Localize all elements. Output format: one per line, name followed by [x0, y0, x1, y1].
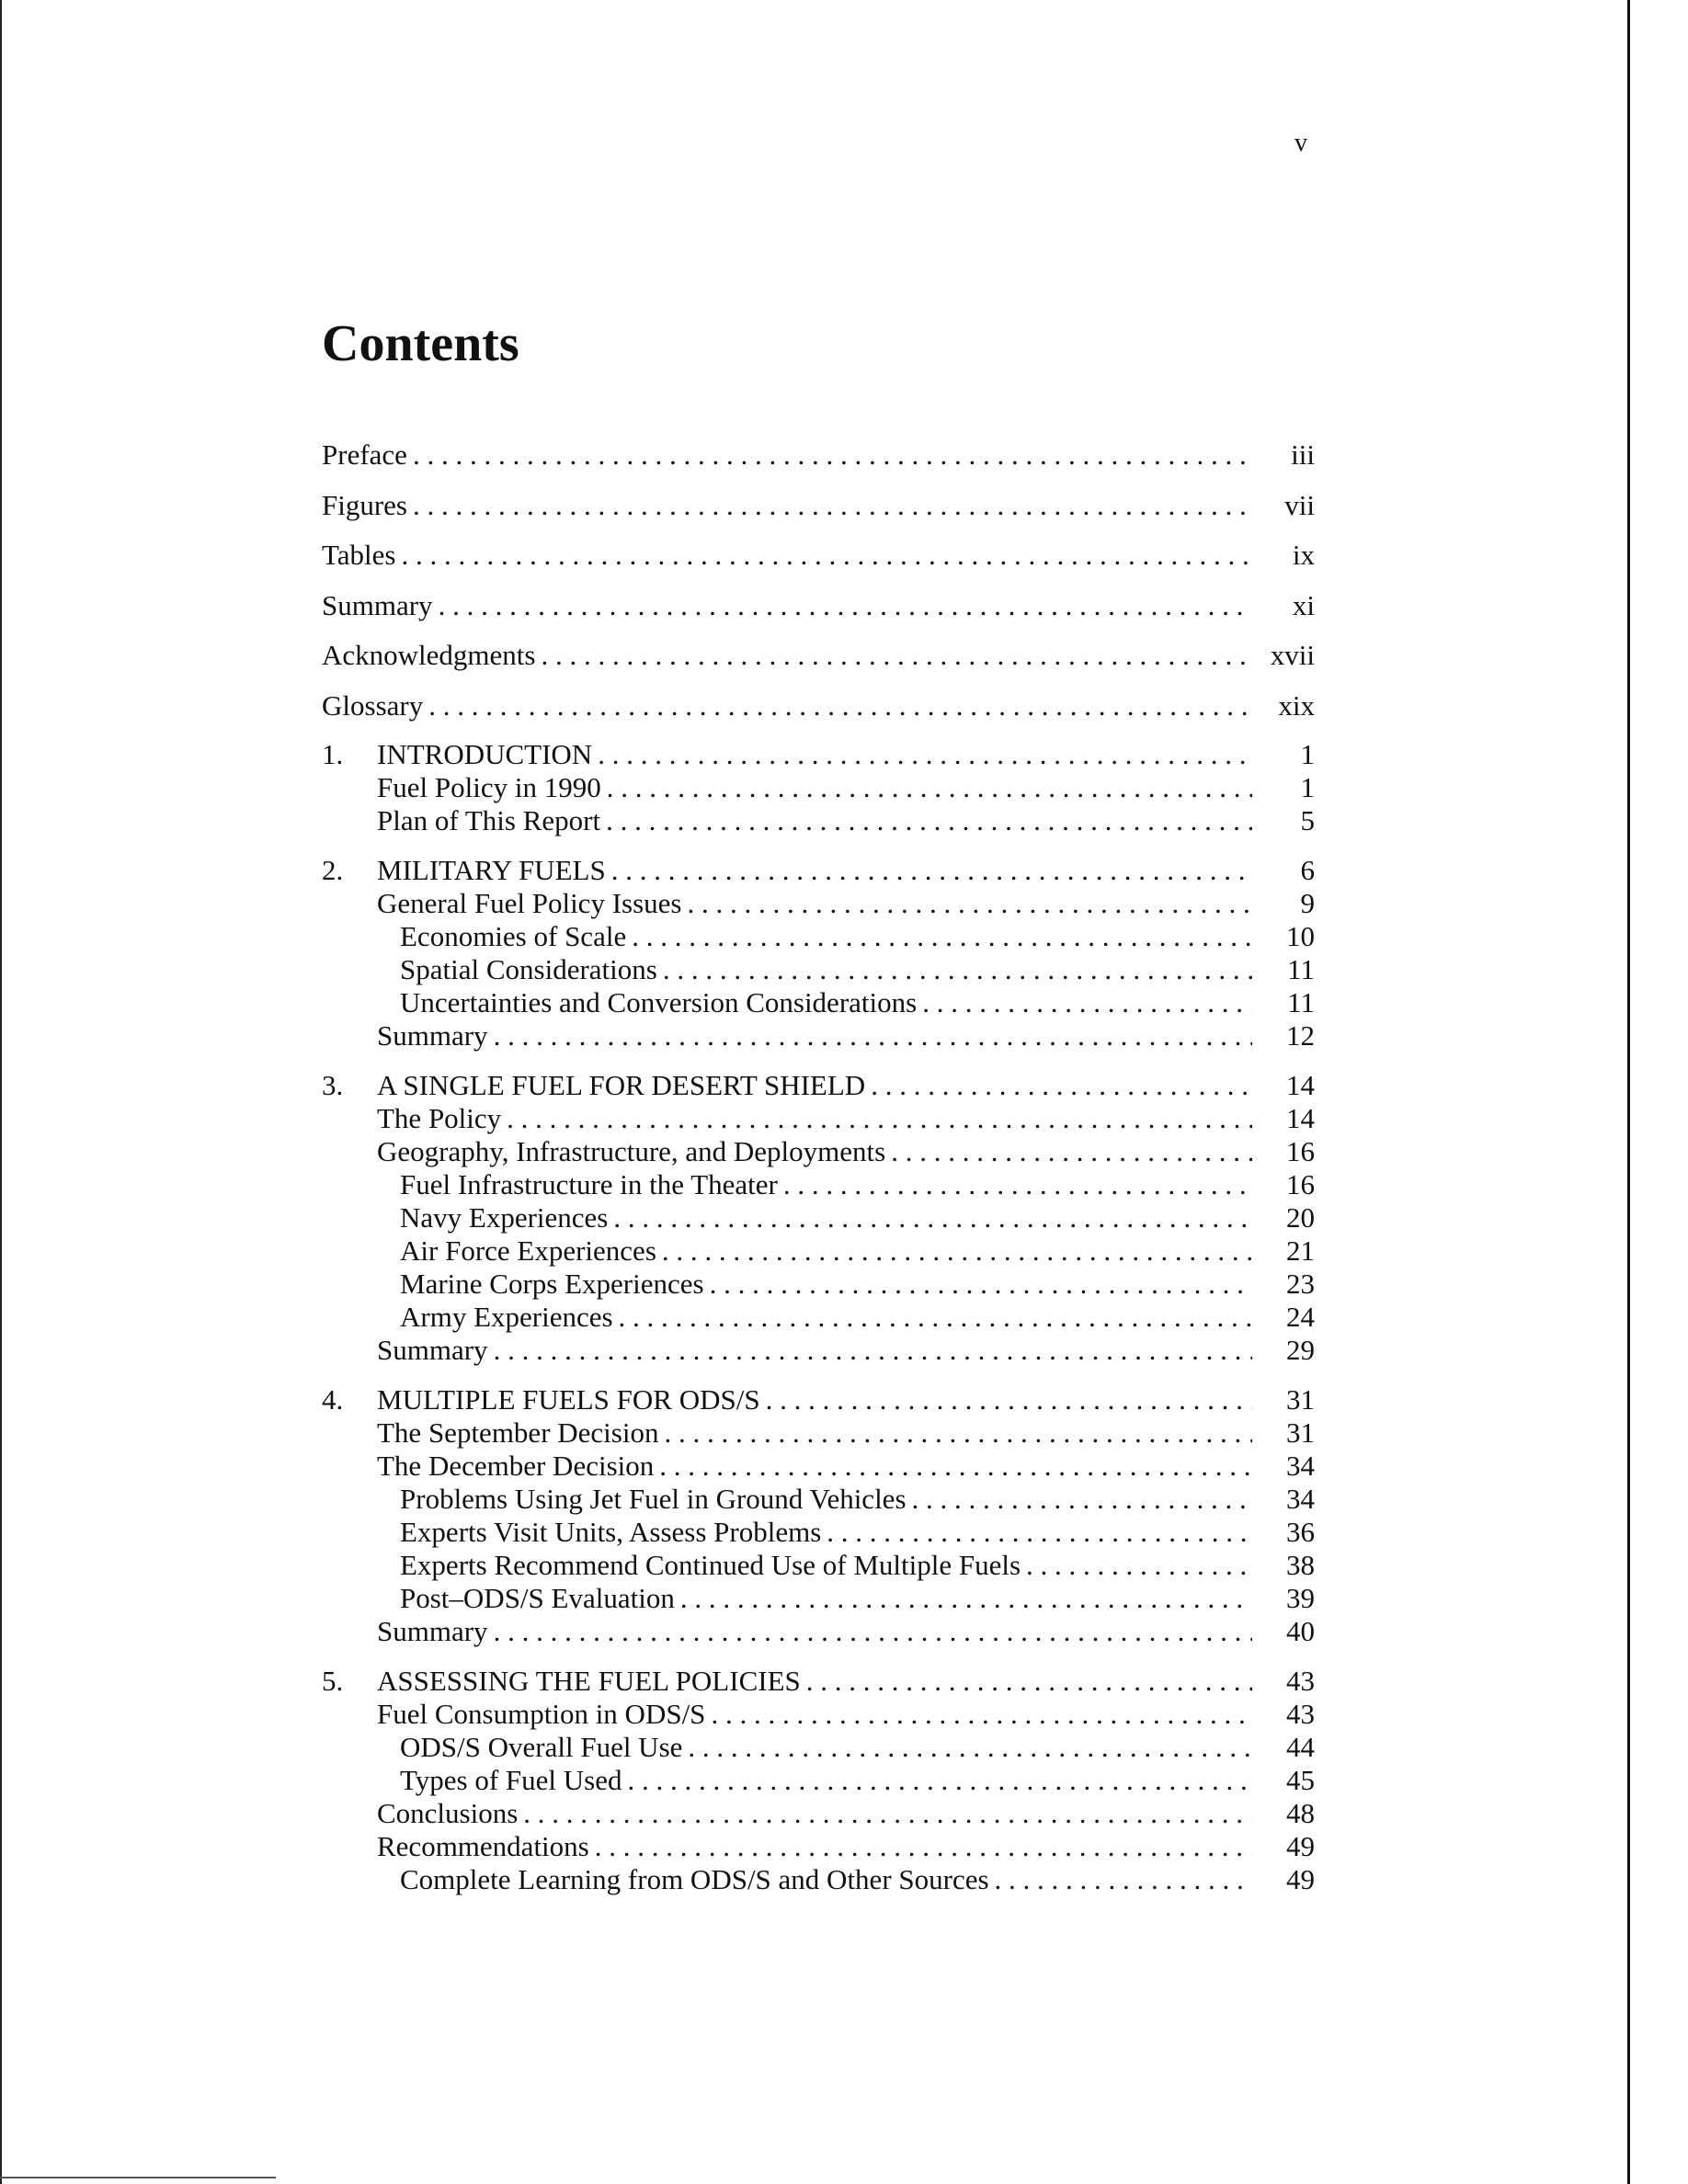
- dot-leader: [922, 986, 1252, 1019]
- entry-label: A SINGLE FUEL FOR DESERT SHIELD: [377, 1069, 866, 1101]
- entry-page-number: 6: [1300, 854, 1315, 886]
- toc-subsection-entry[interactable]: [322, 953, 1315, 986]
- toc-chapter-entry[interactable]: [322, 738, 1315, 771]
- entry-label: Acknowledgments: [322, 639, 536, 671]
- page-number: v: [1295, 129, 1307, 157]
- entry-label: Economies of Scale: [400, 920, 627, 952]
- dot-leader: [428, 689, 1252, 722]
- toc-front-matter-entry[interactable]: [322, 489, 1315, 522]
- toc-subsection-entry[interactable]: [322, 1764, 1315, 1797]
- dot-leader: [783, 1168, 1252, 1201]
- toc-subsection-entry[interactable]: [322, 1301, 1315, 1334]
- dot-leader: [663, 953, 1252, 986]
- toc-front-matter-entry[interactable]: [322, 689, 1315, 722]
- dot-leader: [607, 771, 1252, 804]
- toc-front-matter-entry[interactable]: [322, 589, 1315, 622]
- dot-leader: [523, 1797, 1252, 1830]
- toc-section-entry[interactable]: [322, 1450, 1315, 1483]
- entry-page-number: 49: [1286, 1863, 1315, 1895]
- toc-front-matter-entry[interactable]: [322, 438, 1315, 472]
- entry-page-number: 20: [1286, 1201, 1315, 1234]
- dot-leader: [413, 489, 1252, 522]
- toc-subsection-entry[interactable]: [322, 920, 1315, 953]
- toc-front-matter-entry[interactable]: [322, 539, 1315, 572]
- dot-leader: [680, 1582, 1252, 1615]
- entry-page-number: 34: [1286, 1450, 1315, 1482]
- dot-leader: [613, 1201, 1252, 1234]
- entry-page-number: 44: [1286, 1731, 1315, 1763]
- entry-page-number: 16: [1286, 1135, 1315, 1167]
- entry-label: Fuel Policy in 1990: [377, 771, 601, 803]
- toc-subsection-entry[interactable]: [322, 986, 1315, 1019]
- entry-label: The December Decision: [377, 1450, 655, 1482]
- entry-page-number: ix: [1292, 539, 1315, 571]
- entry-label: Preface: [322, 438, 407, 471]
- entry-page-number: 31: [1286, 1383, 1315, 1416]
- dot-leader: [439, 589, 1252, 622]
- entry-label: Marine Corps Experiences: [400, 1268, 704, 1300]
- entry-page-number: 11: [1287, 953, 1315, 985]
- toc-section-entry[interactable]: [322, 804, 1315, 837]
- toc-section-entry[interactable]: [322, 1830, 1315, 1863]
- dot-leader: [494, 1615, 1252, 1648]
- dot-leader: [710, 1268, 1252, 1301]
- dot-leader: [806, 1665, 1252, 1698]
- entry-page-number: 14: [1286, 1102, 1315, 1134]
- entry-page-number: xix: [1278, 688, 1315, 722]
- dot-leader: [688, 1731, 1252, 1764]
- toc-subsection-entry[interactable]: [322, 1234, 1315, 1268]
- entry-label: Geography, Infrastructure, and Deployments: [377, 1135, 886, 1167]
- entry-label: Glossary: [322, 688, 424, 722]
- toc-chapter-entry[interactable]: [322, 1383, 1315, 1416]
- entry-page-number: 40: [1286, 1615, 1315, 1647]
- toc-section-entry[interactable]: [322, 887, 1315, 920]
- toc-section-entry[interactable]: [322, 771, 1315, 804]
- entry-label: Summary: [377, 1019, 488, 1052]
- entry-page-number: iii: [1291, 438, 1315, 471]
- toc-subsection-entry[interactable]: [322, 1483, 1315, 1516]
- dot-leader: [1026, 1549, 1252, 1582]
- dot-leader: [659, 1450, 1252, 1483]
- toc-front-matter-entry[interactable]: [322, 639, 1315, 672]
- dot-leader: [912, 1483, 1252, 1516]
- dot-leader: [611, 854, 1252, 887]
- entry-label: Post–ODS/S Evaluation: [400, 1582, 675, 1614]
- toc-section-entry[interactable]: [322, 1102, 1315, 1135]
- entry-label: Summary: [322, 588, 433, 621]
- dot-leader: [871, 1069, 1252, 1102]
- toc-subsection-entry[interactable]: [322, 1863, 1315, 1896]
- toc-section-entry[interactable]: [322, 1135, 1315, 1168]
- entry-label: Spatial Considerations: [400, 953, 657, 985]
- toc-section-entry[interactable]: [322, 1698, 1315, 1731]
- dot-leader: [766, 1383, 1252, 1416]
- toc-subsection-entry[interactable]: [322, 1582, 1315, 1615]
- entry-page-number: 48: [1286, 1797, 1315, 1829]
- dot-leader: [628, 1764, 1253, 1797]
- dot-leader: [687, 887, 1252, 920]
- chapter-number: 5.: [322, 1665, 344, 1697]
- toc-subsection-entry[interactable]: [322, 1516, 1315, 1549]
- entry-page-number: vii: [1284, 488, 1315, 521]
- toc-section-entry[interactable]: [322, 1019, 1315, 1052]
- toc-section-entry[interactable]: [322, 1615, 1315, 1648]
- entry-label: Experts Recommend Continued Use of Multiple Fuels: [400, 1549, 1021, 1581]
- entry-page-number: xvii: [1270, 639, 1315, 671]
- entry-label: Navy Experiences: [400, 1201, 609, 1234]
- dot-leader: [598, 738, 1252, 771]
- dot-leader: [401, 539, 1252, 572]
- page-title: Contents: [322, 315, 519, 372]
- chapter-number: 4.: [322, 1383, 344, 1416]
- entry-label: MILITARY FUELS: [377, 854, 606, 886]
- page-right-edge: [1627, 0, 1630, 2184]
- toc-section-entry[interactable]: [322, 1416, 1315, 1450]
- entry-page-number: 36: [1286, 1516, 1315, 1548]
- entry-page-number: 29: [1286, 1334, 1315, 1366]
- table-of-contents: [322, 438, 1315, 1896]
- entry-label: Fuel Consumption in ODS/S: [377, 1698, 706, 1730]
- entry-label: Experts Visit Units, Assess Problems: [400, 1516, 822, 1548]
- dot-leader: [711, 1698, 1252, 1731]
- toc-subsection-entry[interactable]: [322, 1201, 1315, 1234]
- entry-label: ODS/S Overall Fuel Use: [400, 1731, 683, 1763]
- entry-label: INTRODUCTION: [377, 738, 593, 770]
- entry-label: Army Experiences: [400, 1301, 613, 1333]
- chapter-number: 1.: [322, 738, 344, 770]
- toc-section-entry[interactable]: [322, 1334, 1315, 1367]
- chapter-number: 2.: [322, 854, 344, 886]
- toc-chapter-entry[interactable]: [322, 1069, 1315, 1102]
- entry-label: Tables: [322, 539, 396, 571]
- toc-subsection-entry[interactable]: [322, 1268, 1315, 1301]
- page-left-edge: [0, 0, 2, 2184]
- entry-label: Figures: [322, 488, 407, 521]
- dot-leader: [619, 1301, 1252, 1334]
- entry-page-number: 9: [1300, 887, 1315, 919]
- entry-label: Air Force Experiences: [400, 1234, 656, 1267]
- entry-page-number: 31: [1286, 1416, 1315, 1449]
- entry-page-number: 39: [1286, 1582, 1315, 1614]
- entry-page-number: 45: [1286, 1764, 1315, 1796]
- entry-label: General Fuel Policy Issues: [377, 887, 682, 919]
- dot-leader: [413, 438, 1252, 472]
- dot-leader: [541, 639, 1252, 672]
- entry-page-number: 23: [1286, 1268, 1315, 1300]
- entry-page-number: 1: [1300, 738, 1315, 770]
- entry-page-number: 1: [1300, 771, 1315, 803]
- entry-page-number: 11: [1287, 986, 1315, 1018]
- toc-subsection-entry[interactable]: [322, 1731, 1315, 1764]
- entry-page-number: 38: [1286, 1549, 1315, 1581]
- entry-label: Fuel Infrastructure in the Theater: [400, 1168, 778, 1200]
- entry-page-number: 43: [1286, 1665, 1315, 1697]
- entry-page-number: 49: [1286, 1830, 1315, 1862]
- entry-label: Recommendations: [377, 1830, 589, 1862]
- entry-page-number: 43: [1286, 1698, 1315, 1730]
- entry-page-number: 16: [1286, 1168, 1315, 1200]
- entry-page-number: 5: [1300, 804, 1315, 836]
- dot-leader: [507, 1102, 1252, 1135]
- entry-label: Summary: [377, 1615, 488, 1647]
- toc-chapter-entry[interactable]: [322, 854, 1315, 887]
- entry-label: Complete Learning from ODS/S and Other Sources: [400, 1863, 989, 1895]
- entry-label: Plan of This Report: [377, 804, 601, 836]
- entry-label: Conclusions: [377, 1797, 519, 1829]
- dot-leader: [606, 804, 1252, 837]
- dot-leader: [494, 1334, 1252, 1367]
- dot-leader: [995, 1863, 1252, 1896]
- entry-label: Types of Fuel Used: [400, 1764, 622, 1796]
- dot-leader: [827, 1516, 1252, 1549]
- entry-page-number: xi: [1292, 588, 1315, 621]
- toc-chapter-entry[interactable]: [322, 1665, 1315, 1698]
- page-bottom-edge: [0, 2177, 276, 2178]
- entry-page-number: 34: [1286, 1483, 1315, 1515]
- dot-leader: [595, 1830, 1252, 1863]
- entry-label: MULTIPLE FUELS FOR ODS/S: [377, 1383, 760, 1416]
- entry-page-number: 21: [1286, 1234, 1315, 1267]
- entry-label: Summary: [377, 1334, 488, 1366]
- toc-subsection-entry[interactable]: [322, 1168, 1315, 1201]
- entry-page-number: 24: [1286, 1301, 1315, 1333]
- entry-label: The Policy: [377, 1102, 502, 1134]
- entry-page-number: 10: [1286, 920, 1315, 952]
- toc-subsection-entry[interactable]: [322, 1549, 1315, 1582]
- toc-section-entry[interactable]: [322, 1797, 1315, 1830]
- dot-leader: [494, 1019, 1252, 1052]
- chapter-number: 3.: [322, 1069, 344, 1101]
- dot-leader: [664, 1416, 1252, 1450]
- entry-page-number: 12: [1286, 1019, 1315, 1052]
- dot-leader: [662, 1234, 1252, 1268]
- entry-label: Uncertainties and Conversion Considerations: [400, 986, 918, 1018]
- entry-label: Problems Using Jet Fuel in Ground Vehicles: [400, 1483, 907, 1515]
- entry-label: The September Decision: [377, 1416, 659, 1449]
- dot-leader: [891, 1135, 1252, 1168]
- entry-page-number: 14: [1286, 1069, 1315, 1101]
- entry-label: ASSESSING THE FUEL POLICIES: [377, 1665, 801, 1697]
- dot-leader: [632, 920, 1252, 953]
